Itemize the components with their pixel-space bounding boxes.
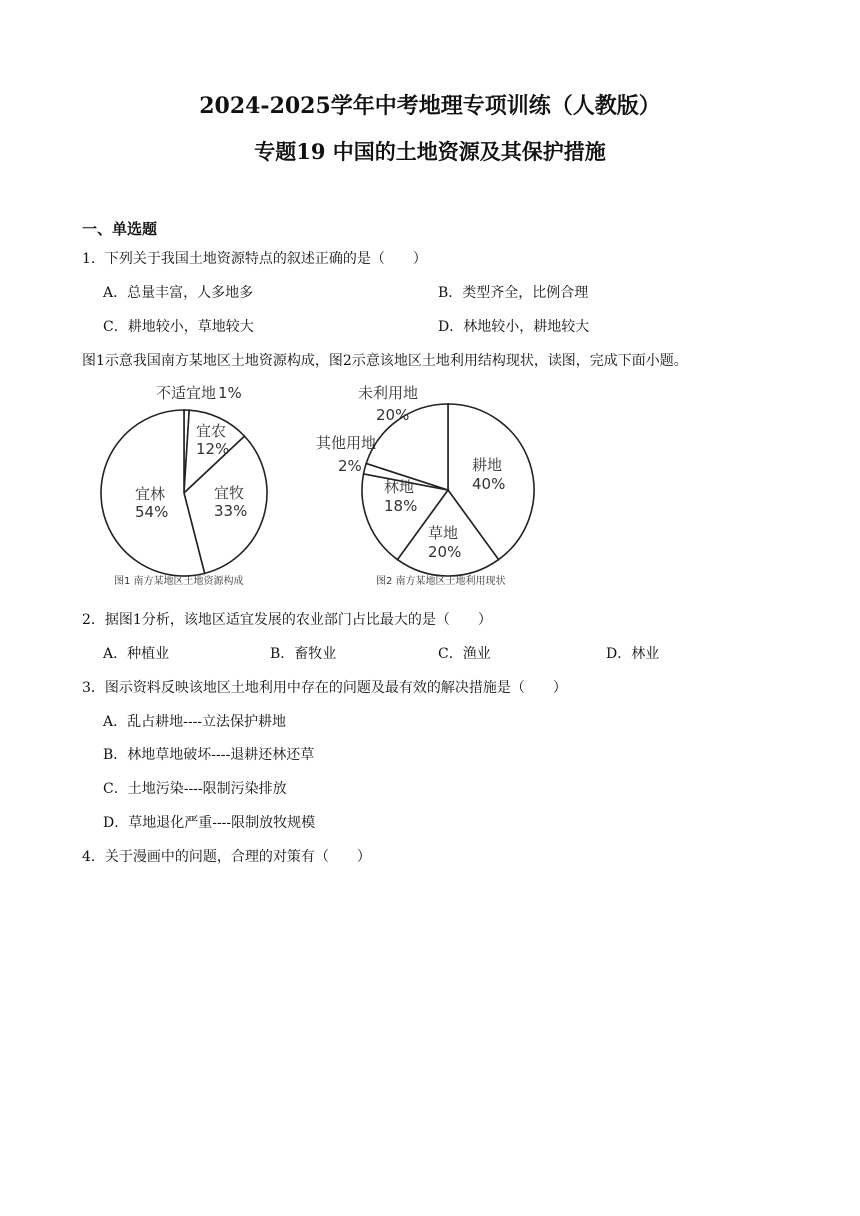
label-forestland: 林地 [384, 478, 415, 496]
page-title: 2024-2025学年中考地理专项训练（人教版） [199, 93, 661, 119]
label-suitable-forest: 宜林 [135, 485, 166, 503]
label-suitable-grazing: 宜牧 [214, 484, 245, 502]
question-1-stem: 1．下列关于我国土地资源特点的叙述正确的是（ ） [82, 251, 427, 267]
value-unsuitable: 1% [218, 384, 242, 402]
question-4-stem: 4．关于漫画中的问题，合理的对策有（ ） [82, 849, 371, 865]
question-2-option-c[interactable]: C．渔业 [438, 646, 491, 662]
value-suitable-grazing: 33% [214, 502, 248, 520]
question-2-option-b[interactable]: B．畜牧业 [270, 646, 337, 662]
question-1-option-d[interactable]: D．林地较小，耕地较大 [438, 319, 590, 335]
question-1-option-a[interactable]: A．总量丰富，人多地多 [103, 285, 254, 301]
section-heading: 一、单选题 [82, 220, 158, 238]
pie-chart-1-svg [98, 378, 298, 590]
value-other: 2% [338, 457, 362, 475]
question-2-option-a[interactable]: A．种植业 [103, 646, 170, 662]
question-2-stem: 2．据图1分析，该地区适宜发展的农业部门占比最大的是（ ） [82, 612, 492, 628]
question-3-option-d[interactable]: D．草地退化严重----限制放牧规模 [103, 815, 316, 831]
question-2-option-d[interactable]: D．林业 [606, 646, 660, 662]
question-3-option-b[interactable]: B．林地草地破坏----退耕还林还草 [103, 747, 315, 763]
label-unused: 未利用地 [358, 384, 419, 402]
value-unused: 20% [376, 406, 410, 424]
label-grassland: 草地 [428, 524, 459, 542]
label-other: 其他用地 [316, 434, 377, 452]
page-subtitle: 专题19 中国的土地资源及其保护措施 [254, 139, 606, 164]
label-cropland: 耕地 [472, 456, 503, 474]
value-suitable-forest: 54% [135, 503, 169, 521]
pie-chart-1 [98, 378, 298, 590]
figure-intro-text: 图1示意我国南方某地区土地资源构成，图2示意该地区土地利用结构现状，读图，完成下面小题。 [82, 353, 688, 369]
question-3-option-c[interactable]: C．土地污染----限制污染排放 [103, 781, 287, 797]
question-3-stem: 3．图示资料反映该地区土地利用中存在的问题及最有效的解决措施是（ ） [82, 680, 567, 696]
chart-1-caption: 图1 南方某地区土地资源构成 [114, 576, 244, 587]
label-suitable-farming: 宜农 [196, 422, 227, 440]
value-suitable-farming: 12% [196, 440, 230, 458]
question-3-option-a[interactable]: A．乱占耕地----立法保护耕地 [103, 714, 287, 730]
value-grassland: 20% [428, 543, 462, 561]
label-unsuitable: 不适宜地 [156, 384, 217, 402]
value-forestland: 18% [384, 497, 418, 515]
pie-chart-2 [310, 378, 542, 590]
pie-chart-2-svg [310, 378, 542, 590]
chart-2-caption: 图2 南方某地区土地利用现状 [376, 576, 506, 587]
value-cropland: 40% [472, 475, 506, 493]
question-1-option-b[interactable]: B．类型齐全，比例合理 [438, 285, 589, 301]
question-1-option-c[interactable]: C．耕地较小，草地较大 [103, 319, 254, 335]
